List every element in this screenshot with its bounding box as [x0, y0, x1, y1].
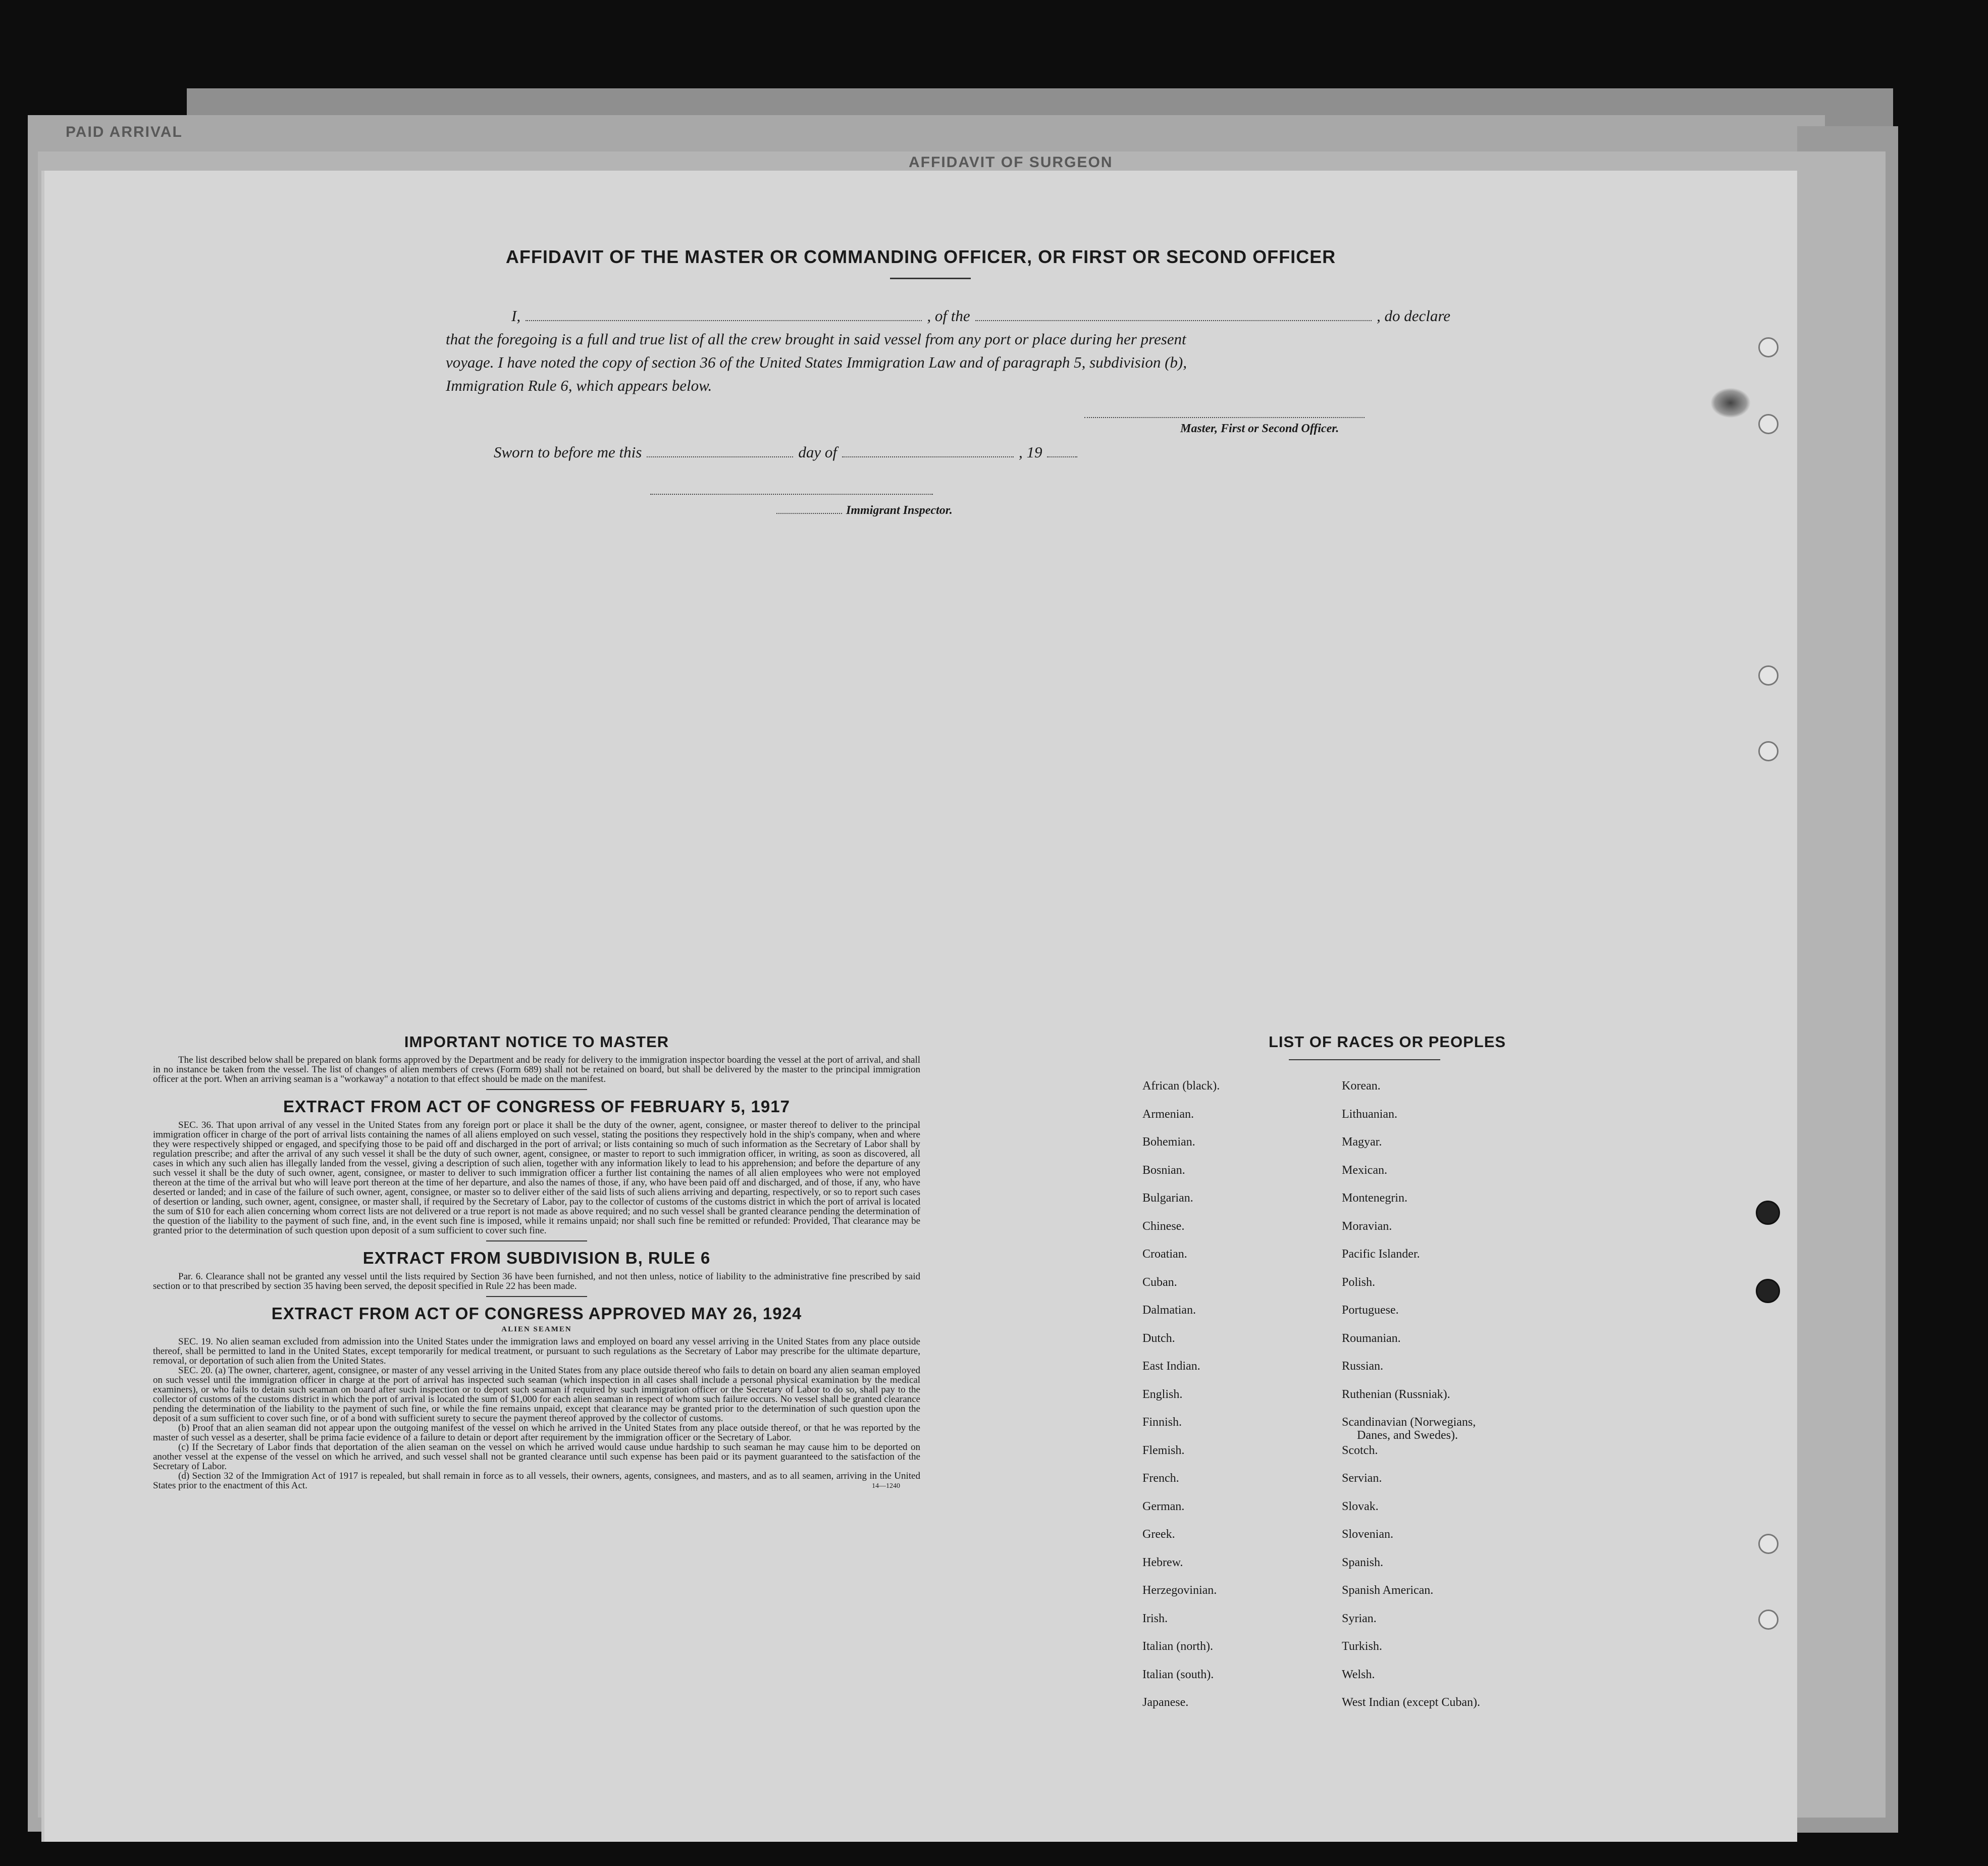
notice-column	[153, 1033, 920, 1490]
race-item: Scotch.	[1342, 1443, 1378, 1457]
race-item: Slovenian.	[1342, 1528, 1393, 1541]
act-1924-title: EXTRACT FROM ACT OF CONGRESS APPROVED MAY 26, 1924	[271, 1304, 802, 1323]
do-declare-label: , do declare	[1376, 307, 1451, 325]
race-item: East Indian.	[1142, 1360, 1200, 1373]
alien-seamen-subhead: ALIEN SEAMEN	[501, 1325, 572, 1333]
sworn-year-field[interactable]	[1047, 443, 1077, 457]
of-the-label: , of the	[927, 307, 970, 325]
year-label: , 19	[1018, 443, 1042, 461]
declaration-line: voyage. I have noted the copy of section 36 of the United States Immigration Law and of paragraph 5, subdivision (b),	[446, 353, 1187, 371]
race-item: Hebrew.	[1142, 1556, 1183, 1569]
race-item: Flemish.	[1142, 1443, 1185, 1457]
declaration-line: Immigration Rule 6, which appears below.	[446, 377, 712, 394]
race-item: Japanese.	[1142, 1696, 1189, 1709]
sec-20c-body: (c) If the Secretary of Labor finds that deportation of the alien seaman on the vessel on which he arrived would cause undue hardship to such seaman he may cause him to be deported on another vessel at the expense of the vessel on which he arrived, and such vessel shall not be granted clearance until such expense has been paid or its payment guaranteed to the satisfaction of the Secretary of Labor.	[153, 1442, 920, 1472]
punch-hole	[1758, 741, 1778, 761]
race-item: Moravian.	[1342, 1219, 1392, 1233]
punch-hole	[1758, 665, 1778, 686]
race-item: West Indian (except Cuban).	[1342, 1696, 1480, 1709]
day-of-label: day of	[798, 443, 837, 461]
race-item: Italian (south).	[1142, 1668, 1214, 1681]
race-item: Korean.	[1342, 1079, 1381, 1093]
notice-title: IMPORTANT NOTICE TO MASTER	[404, 1033, 669, 1051]
act-1917-body: SEC. 36. That upon arrival of any vessel in the United States from any foreign port or place it shall be the duty of the owner, agent, consignee, or master thereof to deliver to the principal immigration officer in charge of the port of arrival lists containing the names of all aliens employed on such vessel, stating the positions they respectively hold in the ship's company, when and where they were respectively shipped or engaged, and specifying those to be paid off and discharged in the port of arrival; or lists containing so much of such information as the Secretary of Labor shall by regulation prescribe; and after the arrival of any such vessel it shall be the duty of such owner, agent, consignee, or master to report to such immigration officer, in writing, as soon as discovered, all cases in which any such alien has illegally landed from the vessel, giving a description of such alien, together with any information likely to lead to his apprehension; and before the departure of any such vessel it shall be the duty of such owner, agent, consignee, or master to deliver to such immigration officer a further list containing the names of all alien employees who were not employed thereon at the time of the arrival but who will leave port thereon at the time of her departure, and also the names of those, if any, who have been paid off and discharged, and of those, if any, who have deserted or landed; and in case of the failure of such owner, agent, consignee, or master so to deliver either of the said lists of such aliens arriving and departing, respectively, or so to report such cases of desertion or landing, such owner, agent, consignee, or master shall, if required by the Secretary of Labor, pay to the collector of customs of the customs district in which the port of arrival is located the sum of $10 for each alien concerning whom correct lists are not delivered or a true report is not made as above required; and no such vessel shall be granted clearance pending the determination of the question of the liability to the payment of such fine, and, in the event such fine is imposed, while it remains unpaid; nor shall such fine be remitted or refunded: Provided, That clearance may be granted prior to the determination of such question upon deposit of a sum sufficient to cover such fine.	[153, 1120, 920, 1236]
master-signature-field[interactable]	[1084, 417, 1365, 418]
inspector-signature-field[interactable]	[650, 494, 933, 495]
inspector-name-field[interactable]	[776, 513, 842, 514]
race-item: Scandinavian (Norwegians,	[1342, 1416, 1476, 1429]
sec-20d-body: (d) Section 32 of the Immigration Act of 1917 is repealed, but shall remain in force as to all vessels, their owners, agents, consignees, and masters, and as to all seamen, arriving in the United States prior to the enactment of this Act.	[153, 1471, 920, 1491]
race-item: Welsh.	[1342, 1668, 1375, 1681]
race-item: Slovak.	[1342, 1499, 1379, 1513]
race-item: Syrian.	[1342, 1612, 1377, 1625]
sec-19-body: SEC. 19. No alien seaman excluded from admission into the United States under the immigration laws and employed on board any vessel arriving in the United States from any place outside thereof, shall be permitted to land in the United States, except temporarily for medical treatment, or pursuant to such regulations as the Secretary of Labor may prescribe for the ultimate departure, removal, or deportation of such alien from the United States.	[153, 1336, 920, 1366]
punch-hole	[1756, 1279, 1780, 1303]
sworn-day-field[interactable]	[647, 443, 793, 457]
race-item: Herzegovinian.	[1142, 1584, 1217, 1597]
ink-smudge	[1710, 388, 1751, 418]
section-rule	[486, 1089, 587, 1090]
race-item: French.	[1142, 1472, 1179, 1485]
race-item: Pacific Islander.	[1342, 1248, 1420, 1261]
race-item: Cuban.	[1142, 1275, 1177, 1289]
declaration-line	[446, 304, 1450, 328]
race-item: Mexican.	[1342, 1163, 1387, 1177]
affidavit-title: AFFIDAVIT OF THE MASTER OR COMMANDING OFFICER, OR FIRST OR SECOND OFFICER	[505, 246, 1336, 267]
race-item: Portuguese.	[1342, 1304, 1399, 1317]
race-item: Bulgarian.	[1142, 1191, 1193, 1205]
sec-20a-body: SEC. 20. (a) The owner, charterer, agent, consignee, or master of any vessel arriving in the United States from any place outside thereof who fails to detain on board any alien seaman employed on such vessel until the immigration officer in charge at the port of arrival has inspected such seaman (which inspection in all cases shall include a personal physical examination by the medical examiners), or who fails to detain such seaman on board after such inspection or to deport such seaman if required by such immigration officer or the Secretary of Labor to do so, shall pay to the collector of customs of the customs district in which the port of arrival is located the sum of $1,000 for each alien seaman in respect of whom such failure occurs. No vessel shall be granted clearance pending the determination of the liability to the payment of such fine, or while the fine remains unpaid, except that clearance may be granted prior to the determination of such question upon the deposit of a sum sufficient to cover such fine, or of a bond with sufficient surety to secure the payment thereof approved by the collector of customs.	[153, 1365, 920, 1424]
race-item: Armenian.	[1142, 1107, 1194, 1121]
section-rule	[486, 1240, 587, 1241]
inspector-signature	[776, 504, 953, 517]
sworn-prefix: Sworn to before me this	[494, 443, 642, 461]
declarant-name-field[interactable]	[526, 307, 922, 321]
rule-6-title: EXTRACT FROM SUBDIVISION B, RULE 6	[362, 1249, 711, 1267]
punch-hole	[1758, 1534, 1778, 1554]
race-item: African (black).	[1142, 1079, 1220, 1093]
race-item: Lithuanian.	[1342, 1107, 1397, 1121]
back-sheet-arrival-label: PAID ARRIVAL	[66, 124, 183, 140]
race-item: Dutch.	[1142, 1331, 1175, 1345]
race-item: Greek.	[1142, 1528, 1175, 1541]
notice-body: The list described below shall be prepared on blank forms approved by the Department and be ready for delivery to the immigration inspector boarding the vessel at the port of arrival, and shall in no instance be taken from the vessel. The list of changes of alien members of crews (Form 689) shall not be retained on board, but shall be delivered by the master to the principal immigration officer at the port. When an arriving seaman is a "workaway" a notation to that effect should be made on the manifest.	[153, 1055, 920, 1084]
back-sheet-surgeon-label: AFFIDAVIT OF SURGEON	[909, 154, 1113, 171]
punch-hole	[1758, 1610, 1778, 1630]
race-item: Montenegrin.	[1342, 1191, 1407, 1205]
punch-hole	[1758, 414, 1778, 434]
race-item: Spanish American.	[1342, 1584, 1434, 1597]
race-item: Chinese.	[1142, 1219, 1185, 1233]
race-item: Polish.	[1342, 1275, 1376, 1289]
race-item: Magyar.	[1342, 1135, 1382, 1149]
sworn-line	[494, 443, 1120, 461]
races-rule	[1289, 1059, 1440, 1060]
inspector-label: Immigrant Inspector.	[846, 504, 953, 517]
title-rule	[890, 278, 971, 279]
punch-hole	[1758, 337, 1778, 357]
race-item: Spanish.	[1342, 1556, 1384, 1569]
race-item: Dalmatian.	[1142, 1304, 1196, 1317]
races-title: LIST OF RACES OR PEOPLES	[1268, 1033, 1506, 1051]
manifest-page	[44, 171, 1797, 1842]
race-item: Ruthenian (Russniak).	[1342, 1387, 1450, 1401]
race-item: Finnish.	[1142, 1416, 1182, 1429]
sec-20b-body: (b) Proof that an alien seaman did not appear upon the outgoing manifest of the vessel on which he arrived in the United States from any place outside thereof, or that he was reported by the master of such vessel as a deserter, shall be prima facie evidence of a failure to detain or deport after requirement by the immigration officer or the Secretary of Labor.	[153, 1423, 920, 1443]
race-item: Bohemian.	[1142, 1135, 1195, 1149]
race-item: Roumanian.	[1342, 1331, 1401, 1345]
race-item: Russian.	[1342, 1360, 1384, 1373]
race-item: Croatian.	[1142, 1248, 1187, 1261]
declarant-prefix: I,	[511, 307, 521, 325]
rule-6-body: Par. 6. Clearance shall not be granted any vessel until the lists required by Section 36 have been furnished, and not then unless, notice of liability to the administrative fine prescribed by said section or to that prescribed by section 35 having been served, the deposit specified in Rule 22 has been made.	[153, 1271, 920, 1291]
section-rule	[486, 1296, 587, 1297]
declaration-text	[446, 304, 1450, 397]
race-item: German.	[1142, 1499, 1185, 1513]
race-item: Italian (north).	[1142, 1640, 1213, 1653]
form-number: 14—1240	[872, 1482, 900, 1490]
vessel-name-field[interactable]	[975, 307, 1372, 321]
race-item: Danes, and Swedes).	[1357, 1429, 1458, 1442]
declaration-line: that the foregoing is a full and true list of all the crew brought in said vessel from any port or place during her present	[446, 330, 1186, 348]
master-signature-label: Master, First or Second Officer.	[1180, 422, 1339, 435]
punch-hole	[1756, 1201, 1780, 1225]
race-item: English.	[1142, 1387, 1183, 1401]
act-1917-title: EXTRACT FROM ACT OF CONGRESS OF FEBRUARY 5, 1917	[283, 1097, 790, 1116]
race-item: Bosnian.	[1142, 1163, 1185, 1177]
race-item: Turkish.	[1342, 1640, 1382, 1653]
race-item: Servian.	[1342, 1472, 1382, 1485]
sworn-month-field[interactable]	[842, 443, 1014, 457]
race-item: Irish.	[1142, 1612, 1168, 1625]
